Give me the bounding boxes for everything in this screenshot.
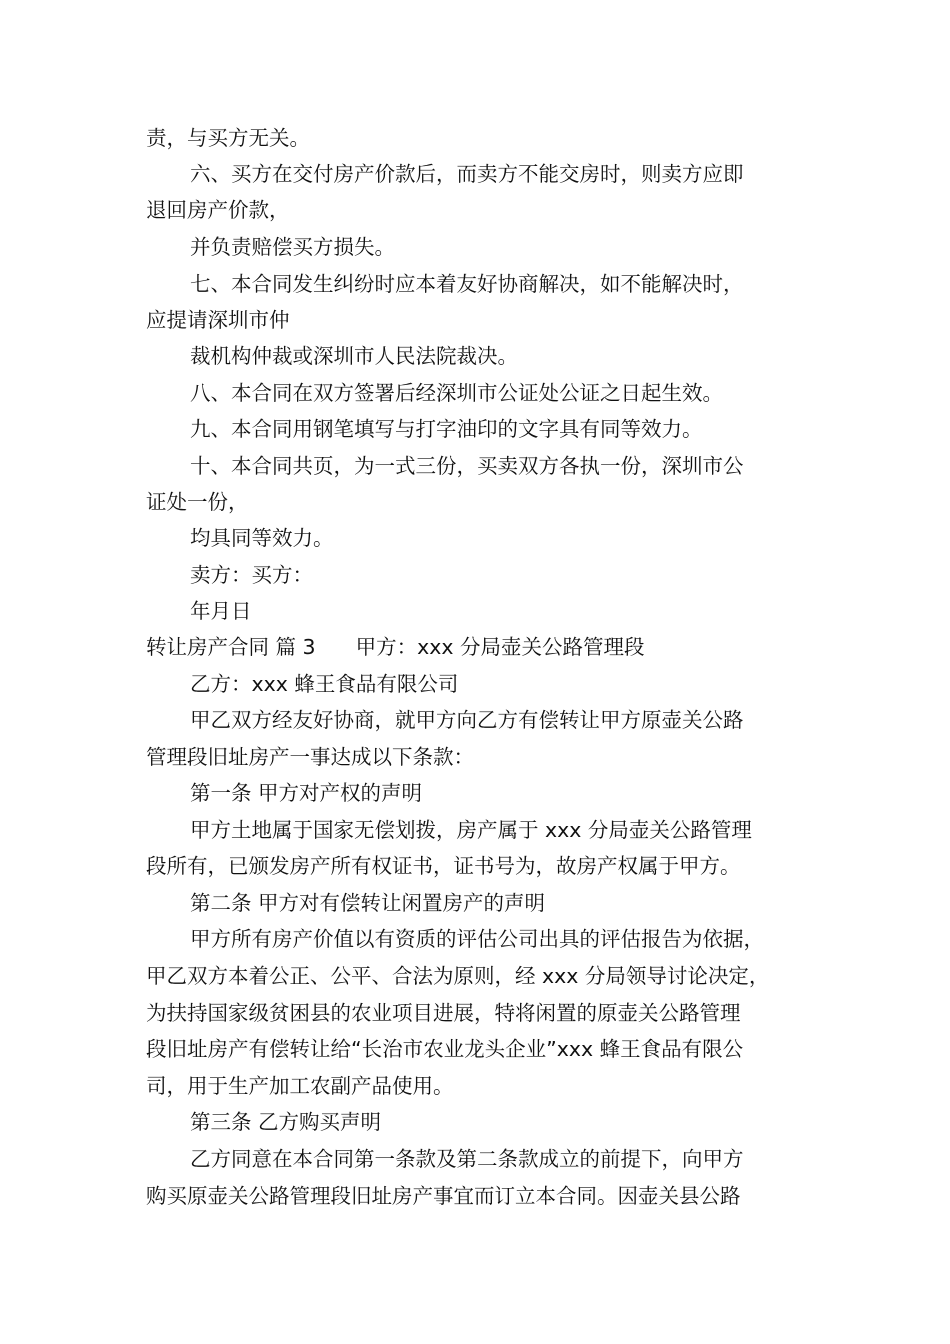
text-line: 甲乙双方本着公正、公平、合法为原则，经 xxx 分局领导讨论决定， [146,964,770,988]
text-line: 第三条 乙方购买声明 [190,1110,382,1134]
text-line: 六、买方在交付房产价款后，而卖方不能交房时，则卖方应即 [190,162,744,186]
text-line: 管理段旧址房产一事达成以下条款： [146,745,474,769]
text-line: 第一条 甲方对产权的声明 [190,781,423,805]
text-line: 九、本合同用钢笔填写与打字油印的文字具有同等效力。 [190,417,703,441]
text-line: 乙方：xxx 蜂王食品有限公司 [190,672,459,696]
text-line: 司，用于生产加工农副产品使用。 [146,1074,454,1098]
text-line: 退回房产价款， [146,198,290,222]
section-title: 转让房产合同 篇 3 [146,635,316,659]
section-heading-line [146,633,645,661]
text-line: 十、本合同共页，为一式三份，买卖双方各执一份，深圳市公 [190,454,744,478]
text-line: 购买原壶关公路管理段旧址房产事宜而订立本合同。因壶关县公路 [146,1184,741,1208]
text-line: 甲乙双方经友好协商，就甲方向乙方有偿转让甲方原壶关公路 [190,708,744,732]
text-line: 八、本合同在双方签署后经深圳市公证处公证之日起生效。 [190,381,723,405]
text-line: 甲方所有房产价值以有资质的评估公司出具的评估报告为依据， [190,927,764,951]
text-line: 裁机构仲裁或深圳市人民法院裁决。 [190,344,518,368]
text-line: 段旧址房产有偿转让给“长治市农业龙头企业”xxx 蜂王食品有限公 [146,1037,744,1061]
text-line: 应提请深圳市仲 [146,308,290,332]
text-line: 为扶持国家级贫困县的农业项目进展，特将闲置的原壶关公路管理 [146,1001,741,1025]
text-line: 七、本合同发生纠纷时应本着友好协商解决，如不能解决时， [190,272,744,296]
text-line: 均具同等效力。 [190,526,334,550]
text-line: 年月日 [190,599,252,623]
text-line: 第二条 甲方对有偿转让闲置房产的声明 [190,891,546,915]
text-line: 证处一份， [146,490,249,514]
text-line: 并负责赔偿买方损失。 [190,235,395,259]
text-line: 卖方：买方： [190,563,313,587]
text-line: 乙方同意在本合同第一条款及第二条款成立的前提下，向甲方 [190,1147,744,1171]
text-line: 段所有，已颁发房产所有权证书，证书号为，故房产权属于甲方。 [146,854,741,878]
text-line: 责，与买方无关。 [146,126,310,150]
text-line: 甲方土地属于国家无偿划拨，房产属于 xxx 分局壶关公路管理 [190,818,752,842]
party-a: 甲方：xxx 分局壶关公路管理段 [355,635,645,659]
